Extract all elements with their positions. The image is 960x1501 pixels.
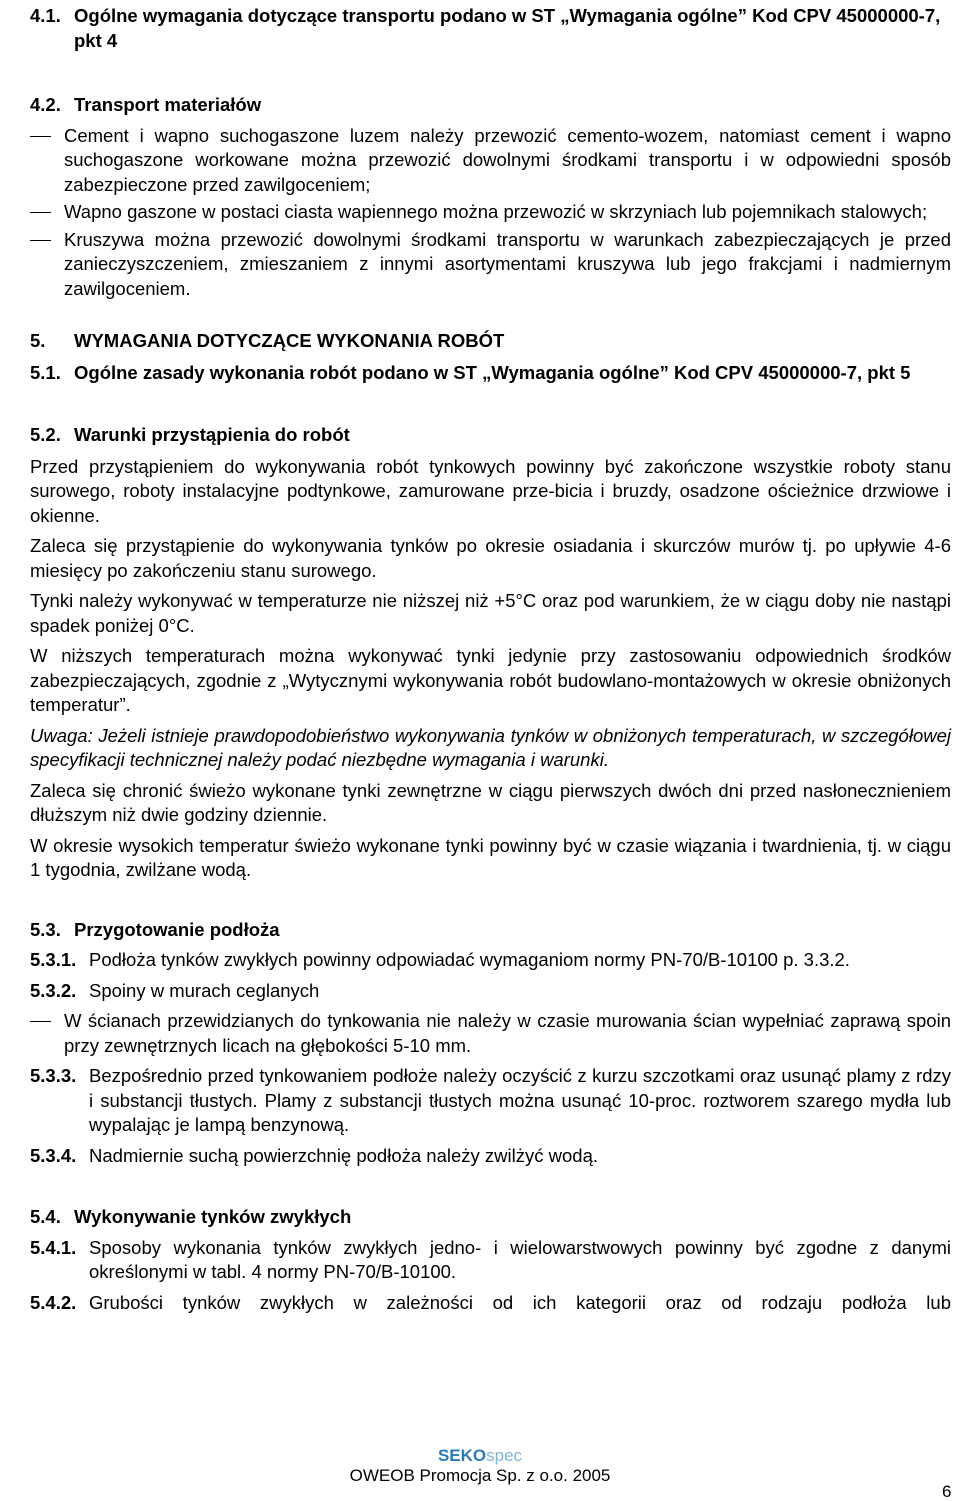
list-item-text: W ścianach przewidzianych do tynkowania nie należy w czasie murowania ścian wypełniać zaprawą spoin przy zewnętrznych licach na głębokości 5-10 mm.: [64, 1010, 951, 1056]
section-number: 5.: [30, 330, 46, 351]
dash-bullet: [30, 1009, 64, 1058]
note-paragraph: Uwaga: Jeżeli istnieje prawdopodobieństwo wykonywania tynków w obniżonych temperaturach, w szczegółowej specyfikacji technicznej należy podać niezbędne wymagania i warunki.: [30, 724, 951, 770]
logo-part-primary: SEKO: [437, 1446, 487, 1465]
dash-bullet: [30, 124, 64, 198]
section-title: Transport materiałów: [74, 94, 262, 115]
list-item: [30, 1009, 951, 1058]
subsection-item: [30, 1064, 951, 1138]
subsection-text: Podłoża tynków zwykłych powinny odpowiadać wymaganiom normy PN-70/B-10100 p. 3.3.2.: [89, 949, 850, 970]
section-number: 4.1.: [30, 5, 61, 26]
section-title: Warunki przystąpienia do robót: [74, 424, 350, 445]
page-number: 6: [942, 1482, 952, 1501]
subsection-item: [30, 1236, 951, 1285]
section-title: Wykonywanie tynków zwykłych: [74, 1206, 352, 1227]
document-content: [30, 4, 951, 1315]
section-5-3-heading: [30, 918, 951, 943]
subsection-number: 5.3.2.: [30, 979, 77, 1001]
section-number: 5.3.: [30, 918, 61, 940]
subsection-number: 5.3.1.: [30, 949, 77, 970]
list-item-text: Cement i wapno suchogaszone luzem należy przewozić cemento-wozem, natomiast cement i wapno suchogaszone workowane można przewozić dowolnymi środkami transportu i w odpowiedni sposób zabezpieczone przed zawilgoceniem;: [64, 124, 951, 195]
section-number: 5.4.: [30, 1206, 61, 1227]
section-5-2-heading: [30, 423, 951, 448]
footer-organization: OWEOB Promocja Sp. z o.o. 2005: [349, 1466, 611, 1485]
dash-bullet: [30, 200, 64, 225]
section-5-4-heading: [30, 1205, 951, 1230]
subsection-text: Bezpośrednio przed tynkowaniem podłoże należy oczyścić z kurzu szczotkami oraz usunąć plamy z rdzy i substancji tłustych. Plamy z substancji tłustych można usunąć 10-proc. roztworem szarego mydła lub wypalając je lampą benzynową.: [89, 1065, 951, 1135]
subsection-item: [30, 1144, 951, 1169]
subsection-text: Grubości tynków zwykłych w zależności od ich kategorii oraz od rodzaju podłoża lub: [89, 1291, 951, 1313]
paragraph: W niższych temperaturach można wykonywać tynki jedynie przy zastosowaniu odpowiednich środków zabezpieczających, zgodnie z „Wytycznymi wykonywania robót budowlano-montażowych w okresie obniżonych temperatur”.: [30, 645, 951, 715]
paragraph: W okresie wysokich temperatur świeżo wykonane tynki powinny być w czasie wiązania i twardnienia, tj. w ciągu 1 tygodnia, zwilżane wodą.: [30, 834, 951, 880]
subsection-item: [30, 979, 951, 1004]
subsection-text: Nadmiernie suchą powierzchnię podłoża należy zwilżyć wodą.: [89, 1144, 599, 1166]
section-title: Ogólne zasady wykonania robót podano w ST „Wymagania ogólne” Kod CPV 45000000-7, pkt 5: [74, 361, 911, 383]
paragraph: Przed przystąpieniem do wykonywania robót tynkowych powinny być zakończone wszystkie roboty stanu surowego, roboty instalacyjne podtynkowe, zamurowane prze-bicia i bruzdy, osadzone ościeżnice drzwiowe i okienne.: [30, 455, 951, 526]
subsection-number: 5.4.2.: [30, 1291, 77, 1313]
subsection-number: 5.3.4.: [30, 1144, 77, 1166]
footer-logo: [0, 1446, 960, 1466]
section-number: 4.2.: [30, 94, 61, 115]
section-5-heading: [30, 329, 951, 354]
subsection-text: Sposoby wykonania tynków zwykłych jedno- i wielowarstwowych powinny być zgodne z danymi określonymi w tabl. 4 normy PN-70/B-10100.: [89, 1236, 951, 1282]
section-4-1-heading: [30, 4, 951, 53]
paragraph: Zaleca się chronić świeżo wykonane tynki zewnętrzne w ciągu pierwszych dwóch dni przed nasłonecznieniem dłuższym niż dwie godziny dziennie.: [30, 779, 951, 825]
section-title: Przygotowanie podłoża: [74, 918, 280, 940]
paragraph: Zaleca się przystąpienie do wykonywania tynków po okresie osiadania i skurczów murów tj. po upływie 4-6 miesięcy po zakończeniu stanu surowego.: [30, 535, 951, 581]
logo-part-secondary: spec: [486, 1446, 523, 1465]
list-item: [30, 228, 951, 302]
list-item: [30, 200, 951, 225]
list-item-text: Wapno gaszone w postaci ciasta wapiennego można przewozić w skrzyniach lub pojemnikach stalowych;: [64, 201, 928, 222]
section-4-2-heading: [30, 93, 951, 118]
subsection-text: Spoiny w murach ceglanych: [89, 979, 320, 1001]
section-5-1-heading: [30, 361, 951, 386]
paragraph: Tynki należy wykonywać w temperaturze nie niższej niż +5°C oraz pod warunkiem, że w ciągu doby nie nastąpi spadek poniżej 0°C.: [30, 590, 951, 636]
subsection-item: [30, 948, 951, 973]
list-item: [30, 124, 951, 198]
section-number: 5.1.: [30, 361, 61, 383]
dash-bullet: [30, 228, 64, 302]
subsection-number: 5.4.1.: [30, 1236, 77, 1258]
section-title: Ogólne wymagania dotyczące transportu podano w ST „Wymagania ogólne” Kod CPV 45000000-7, pkt 4: [74, 5, 941, 51]
list-item-text: Kruszywa można przewozić dowolnymi środkami transportu w warunkach zabezpieczających je przed zanieczyszczeniem, zmieszaniem z innymi asortymentami kruszywa lub jego frakcjami i nadmiernym zawilgoceniem.: [64, 228, 951, 299]
section-number: 5.2.: [30, 424, 61, 445]
subsection-number: 5.3.3.: [30, 1065, 77, 1086]
subsection-item: [30, 1291, 951, 1316]
section-title: WYMAGANIA DOTYCZĄCE WYKONANIA ROBÓT: [74, 330, 505, 351]
